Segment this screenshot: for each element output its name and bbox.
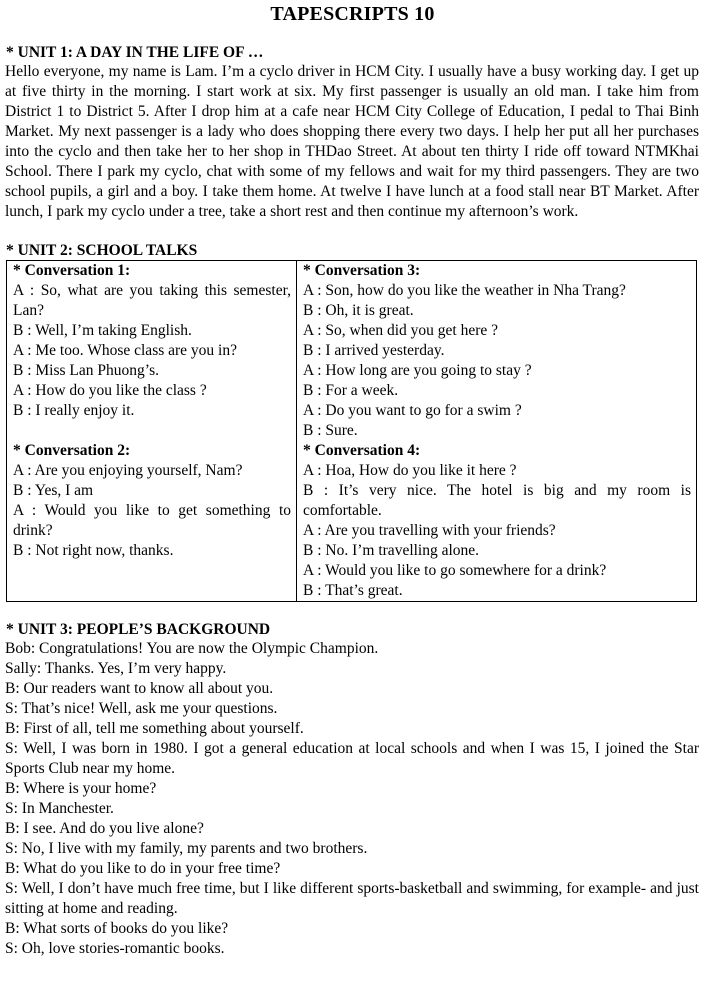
dialogue-line: B: Where is your home? xyxy=(5,780,157,797)
dialogue-line: A : Are you travelling with your friends? xyxy=(303,522,556,539)
unit3-dialogue xyxy=(0,639,705,959)
dialogue-line: Sally: Thanks. Yes, I’m very happy. xyxy=(5,660,227,677)
dialogue-line: B : Well, I’m taking English. xyxy=(13,322,192,339)
dialogue-line: A : Son, how do you like the weather in Nha Trang? xyxy=(303,282,626,299)
dialogue-line: B : For a week. xyxy=(303,382,399,399)
unit1-heading: * UNIT 1: A DAY IN THE LIFE OF … xyxy=(6,44,264,61)
unit3-heading: * UNIT 3: PEOPLE’S BACKGROUND xyxy=(6,621,271,638)
dialogue-line: A : Do you want to go for a swim ? xyxy=(303,402,522,419)
dialogue-line: A : Would you like to go somewhere for a drink? xyxy=(303,562,607,579)
dialogue-line: S: That’s nice! Well, ask me your questions. xyxy=(5,700,278,717)
dialogue-line: B : That’s great. xyxy=(303,582,403,599)
dialogue-line: S: Well, I was born in 1980. I got a general education at local schools and when I was 15, I joined the Star Sports Club near my home. xyxy=(5,740,699,777)
dialogue-line: B : Oh, it is great. xyxy=(303,302,414,319)
conversation-4-title: * Conversation 4: xyxy=(303,442,421,459)
dialogue-line: B : Yes, I am xyxy=(13,482,94,499)
dialogue-line: A : How do you like the class ? xyxy=(13,382,207,399)
dialogue-line: B : I arrived yesterday. xyxy=(303,342,445,359)
dialogue-line: B: What sorts of books do you like? xyxy=(5,920,229,937)
dialogue-line: B : No. I’m travelling alone. xyxy=(303,542,480,559)
page-title: TAPESCRIPTS 10 xyxy=(270,3,435,25)
dialogue-line: S: In Manchester. xyxy=(5,800,114,817)
dialogue-line: B: What do you like to do in your free time? xyxy=(5,860,281,877)
conversation-2-title: * Conversation 2: xyxy=(13,442,131,459)
dialogue-line: A : So, when did you get here ? xyxy=(303,322,499,339)
conversation-3-cell xyxy=(297,261,697,602)
conversation-1-cell xyxy=(7,261,297,602)
dialogue-line: B : I really enjoy it. xyxy=(13,402,135,419)
dialogue-line: B: I see. And do you live alone? xyxy=(5,820,204,837)
dialogue-line: B : Sure. xyxy=(303,422,358,439)
unit1-paragraph: Hello everyone, my name is Lam. I’m a cyclo driver in HCM City. I usually have a busy working day. I get up at five thirty in the morning. I start work at six. My first passenger is usually an old man. I take him from District 1 to District 5. After I drop him at a cafe near HCM City College of Education, I pedal to Thai Binh Market. My next passenger is a lady who does shopping there every two days. I help her put all her purchases into the cyclo and then take her to her shop in THDao Street. At about ten thirty I ride off toward NTMKhai School. There I park my cyclo, chat with some of my fellows and wait for my third passengers. They are two school pupils, a girl and a boy. I take them home. At twelve I have lunch at a food stall near BT Market. After lunch, I park my cyclo under a tree, take a short rest and then continue my afternoon’s work. xyxy=(5,63,699,220)
conversations-table xyxy=(6,260,697,602)
dialogue-line: B : Not right now, thanks. xyxy=(13,542,174,559)
dialogue-line: A : Would you like to get something to drink? xyxy=(13,502,291,539)
conversation-1-title: * Conversation 1: xyxy=(13,262,131,279)
dialogue-line: A : Me too. Whose class are you in? xyxy=(13,342,237,359)
dialogue-line: A : So, what are you taking this semester, Lan? xyxy=(13,282,291,319)
dialogue-line: S: Well, I don’t have much free time, but I like different sports-basketball and swimming, for example- and just sitting at home and reading. xyxy=(5,880,699,917)
dialogue-line: A : How long are you going to stay ? xyxy=(303,362,532,379)
unit2-heading: * UNIT 2: SCHOOL TALKS xyxy=(6,242,198,259)
dialogue-line: Bob: Congratulations! You are now the Olympic Champion. xyxy=(5,640,379,657)
dialogue-line: A : Are you enjoying yourself, Nam? xyxy=(13,462,243,479)
dialogue-line: B : Miss Lan Phuong’s. xyxy=(13,362,159,379)
dialogue-line: B: Our readers want to know all about you. xyxy=(5,680,274,697)
spacer xyxy=(13,421,291,441)
dialogue-line: A : Hoa, How do you like it here ? xyxy=(303,462,517,479)
dialogue-line: B: First of all, tell me something about yourself. xyxy=(5,720,304,737)
dialogue-line: S: Oh, love stories-romantic books. xyxy=(5,940,225,957)
dialogue-line: S: No, I live with my family, my parents and two brothers. xyxy=(5,840,368,857)
conversation-3-title: * Conversation 3: xyxy=(303,262,421,279)
dialogue-line: B : It’s very nice. The hotel is big and my room is comfortable. xyxy=(303,482,691,519)
